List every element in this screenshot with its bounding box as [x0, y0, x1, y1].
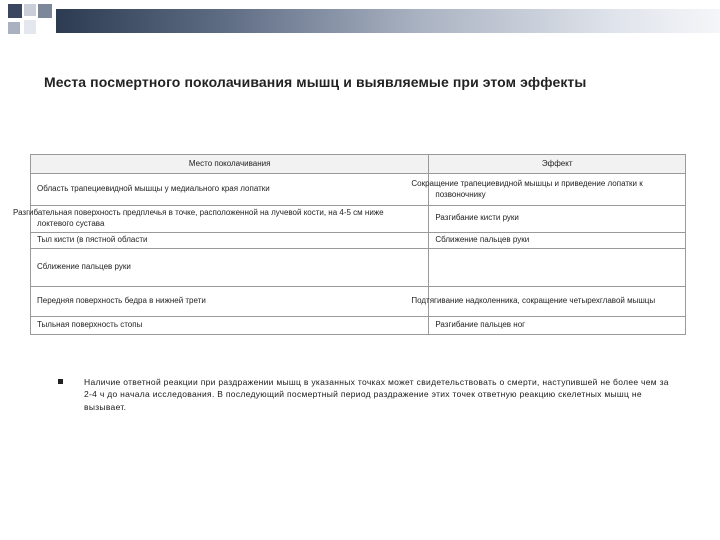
bullet-icon [58, 379, 63, 384]
decor-square [38, 4, 52, 18]
effects-table [13, 154, 686, 335]
cell-effect [429, 248, 686, 286]
cell-place: Тыльная поверхность стопы [31, 316, 429, 334]
cell-place: Область трапециевидной мышцы у медиального края лопатки [31, 174, 429, 206]
cell-effect: Сближение пальцев руки [429, 232, 686, 248]
header-place: Место поколачивания [31, 155, 429, 174]
table-row [31, 248, 686, 286]
decor-square [24, 4, 36, 16]
decor-square [8, 4, 22, 18]
cell-place: Сближение пальцев руки [31, 248, 429, 286]
cell-effect: Разгибание пальцев ног [429, 316, 686, 334]
note-text: Наличие ответной реакции при раздражении мышц в указанных точках может свидетельствовать о смерти, наступившей не более чем за 2-4 ч до начала исследования. В последующий посмертный период раздражение этих точек ответную реакцию скелетных мышц не вызывает. [84, 377, 669, 412]
table-row [31, 174, 686, 206]
cell-effect: Подтягивание надколенника, сокращение четырехглавой мышцы [429, 286, 686, 316]
table-row [31, 316, 686, 334]
table-row [31, 232, 686, 248]
table-row [31, 206, 686, 233]
cell-effect: Сокращение трапециевидной мышцы и приведение лопатки к позвоночнику [429, 174, 686, 206]
cell-place: Разгибательная поверхность предплечья в точке, расположенной на лучевой кости, на 4-5 см ниже локтевого сустава [31, 206, 429, 233]
decor-square [8, 22, 20, 34]
decor-square [24, 20, 36, 34]
cell-place: Тыл кисти (в пястной области [31, 232, 429, 248]
page-title: Места посмертного поколачивания мышц и выявляемые при этом эффекты [44, 74, 587, 90]
header-gradient-bar [56, 9, 720, 33]
table-row [31, 286, 686, 316]
note-block [58, 376, 678, 413]
table-header-row [31, 155, 686, 174]
cell-place: Передняя поверхность бедра в нижней трети [31, 286, 429, 316]
header-effect: Эффект [429, 155, 686, 174]
cell-effect: Разгибание кисти руки [429, 206, 686, 233]
header-decoration [0, 0, 720, 40]
